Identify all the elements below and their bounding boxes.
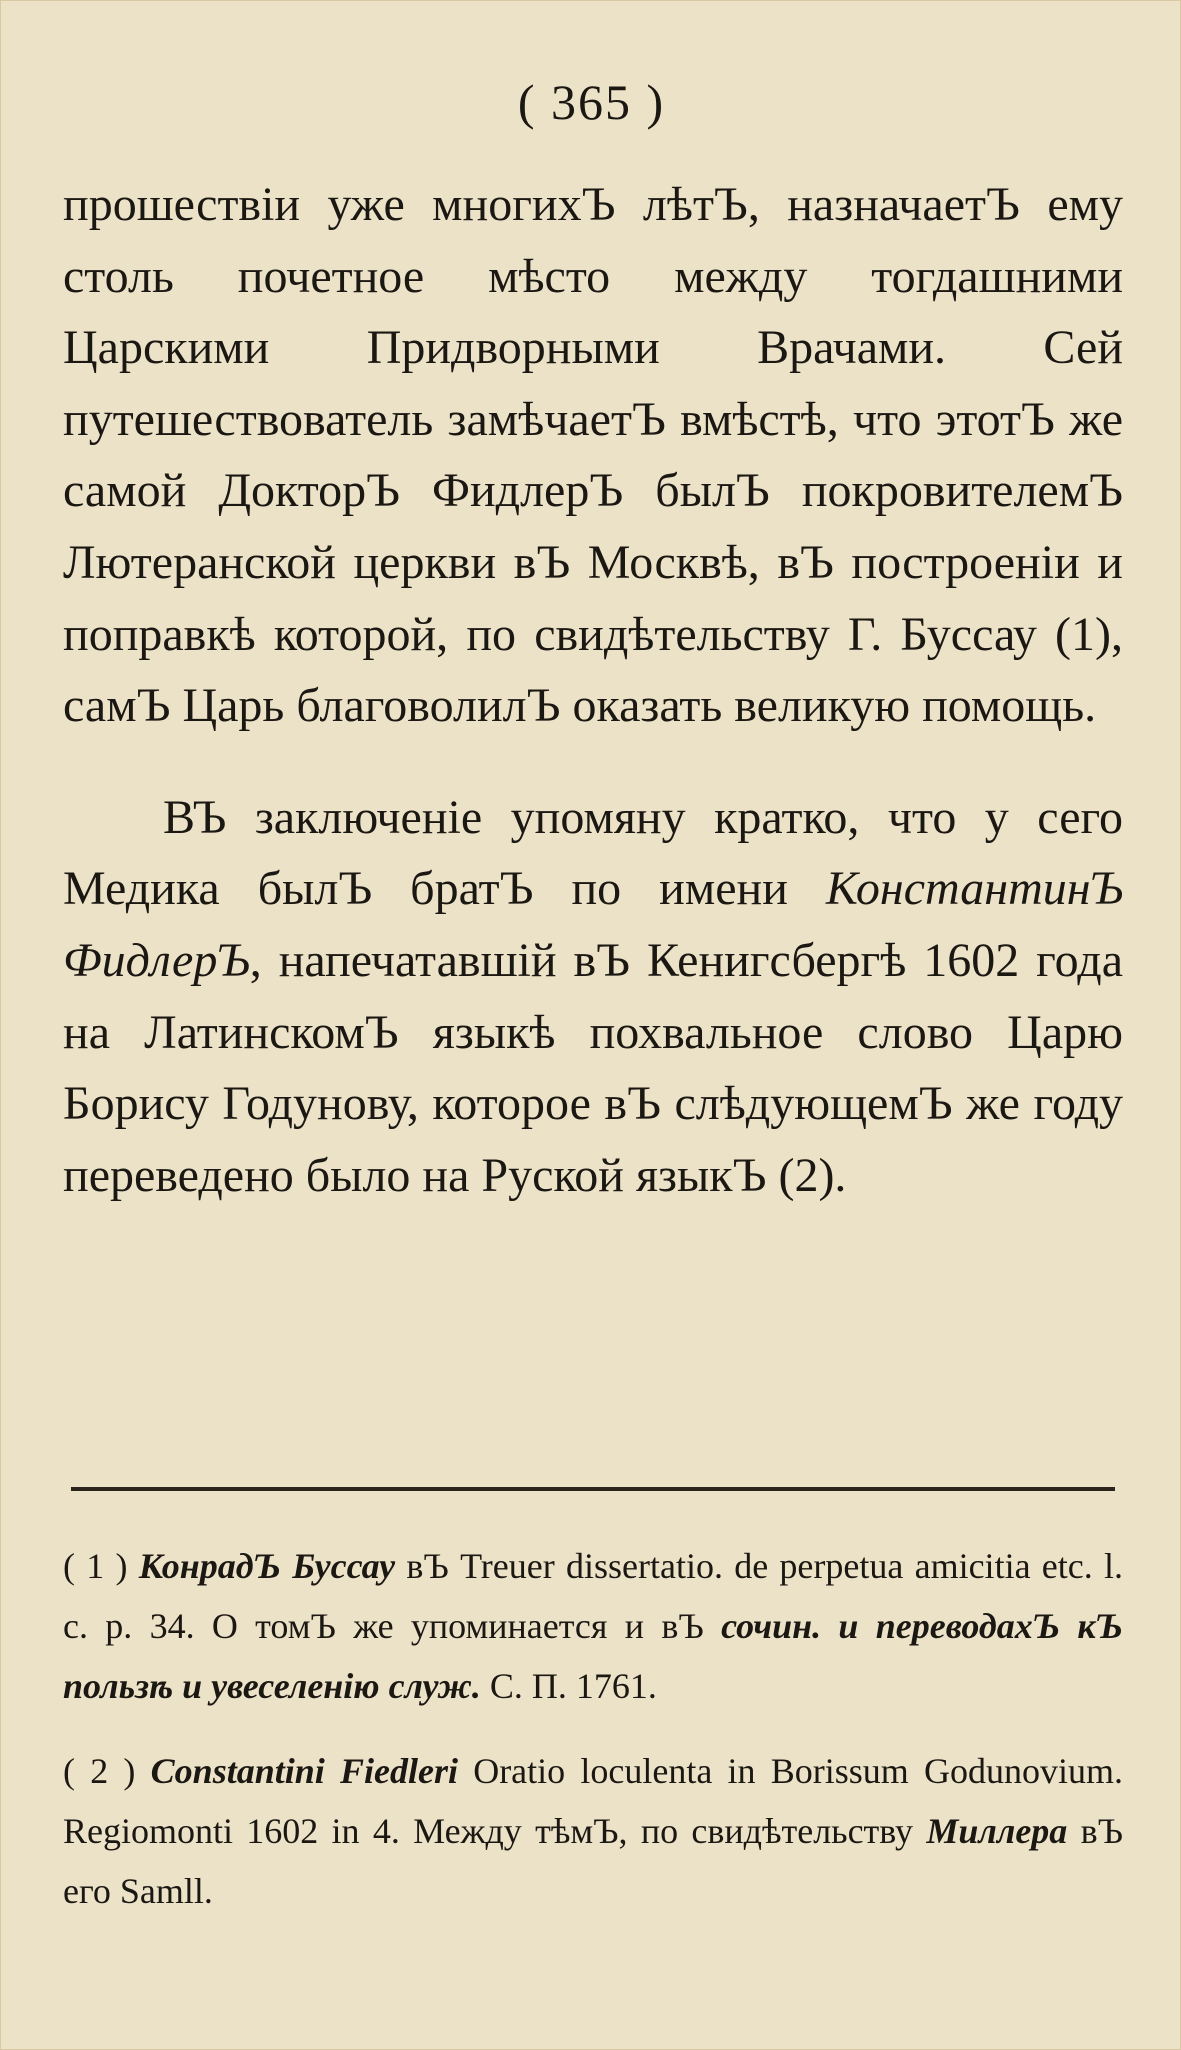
footnote-1-work-title: сочин. и переводахЪ кЪ пользѣ и увеселенію служ.	[63, 1606, 1123, 1706]
main-text	[63, 169, 1123, 1211]
footnote-1-author: КонрадЪ Буссау	[138, 1546, 396, 1586]
paragraph-1	[63, 169, 1123, 742]
footnote-2-source: Миллера	[926, 1811, 1068, 1851]
footnote-divider	[71, 1487, 1115, 1491]
paragraph-2	[63, 782, 1123, 1212]
paragraph-2-text-start: ВЪ заключеніе упомяну кратко, что у сего Медика былЪ братЪ по имени	[63, 790, 1123, 916]
italic-name-konstantin-fidler: КонстантинЪ ФидлерЪ	[63, 862, 1123, 987]
footnote-2-text-b: вЪ его Samll.	[63, 1811, 1124, 1911]
paragraph-2-text-end: , напечатавшій вЪ Кенигсбергѣ 1602 года на ЛатинскомЪ языкѣ похвальное слово Царю Борису Годунову, которое вЪ слѣдующемЪ же году переведено было на Руской языкЪ (2).	[63, 933, 1123, 1202]
footnotes	[63, 1536, 1123, 1921]
footnote-2-marker: ( 2 )	[63, 1751, 151, 1791]
footnote-1-text-a: вЪ Treuer dissertatio. de perpetua amicitia etc. l. c. p. 34. О томЪ же упоминается и вЪ	[63, 1546, 1123, 1646]
paragraph-1-text: прошествіи уже многихЪ лѣтЪ, назначаетЪ ему столь почетное мѣсто между тогдашними Царскими Придворными Врачами. Сей путешествователь замѣчаетЪ вмѣстѣ, что этотЪ же самой ДокторЪ ФидлерЪ былЪ покровителемЪ Лютеранской церкви вЪ Москвѣ, вЪ построеніи и поправкѣ которой, по свидѣтельству Г. Буссау (1), самЪ Царь благоволилЪ оказать великую помощь.	[63, 178, 1123, 733]
footnote-1	[63, 1536, 1123, 1716]
footnote-2-author: Constantini Fiedleri	[150, 1751, 458, 1791]
page-number: ( 365 )	[517, 74, 666, 130]
footnote-2	[63, 1741, 1123, 1921]
footnote-1-text-b: С. П. 1761.	[480, 1666, 657, 1706]
footnote-2-text-a: Oratio loculenta in Borissum Godunovium. Regiomonti 1602 in 4. Между тѣмЪ, по свидѣтельству	[63, 1751, 1124, 1851]
footnote-1-marker: ( 1 )	[63, 1546, 139, 1586]
